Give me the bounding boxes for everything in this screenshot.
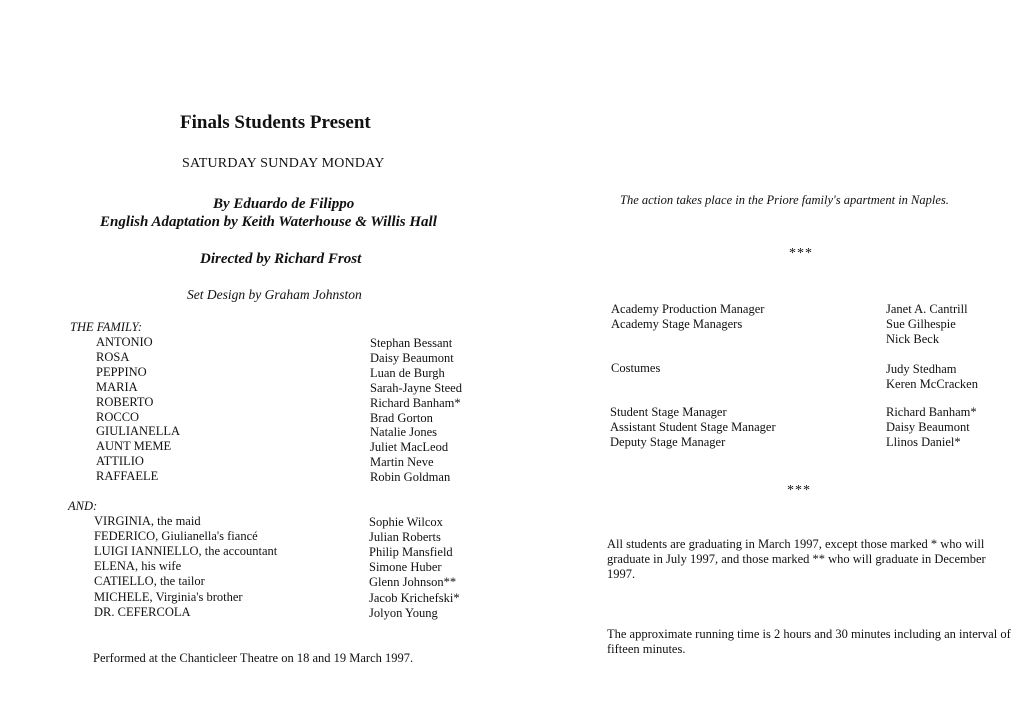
family-cast-actor: Stephan Bessant xyxy=(370,336,453,350)
other-cast-role: LUIGI IANNIELLO, the accountant xyxy=(94,544,278,559)
crew-role-production-manager: Academy Production Manager xyxy=(611,302,765,316)
crew-role-stage-managers: Academy Stage Managers xyxy=(611,317,743,331)
setting-note: The action takes place in the Priore family's apartment in Naples. xyxy=(620,193,949,207)
crew-role-deputy-stage-manager: Deputy Stage Manager xyxy=(610,435,726,449)
other-cast-actor: Julian Roberts xyxy=(369,530,441,545)
other-cast-role: FEDERICO, Giulianella's fiancé xyxy=(94,529,258,544)
separator-1: *** xyxy=(789,246,813,261)
other-cast-role: VIRGINIA, the maid xyxy=(94,514,201,528)
other-cast-actor: Philip Mansfield xyxy=(369,545,453,560)
family-cast-actor: Sarah-Jayne Steed xyxy=(370,380,462,395)
program-heading: Finals Students Present xyxy=(180,112,371,133)
author-line: By Eduardo de Filippo xyxy=(213,196,355,212)
crew-name: Richard Banham* xyxy=(886,405,977,419)
separator-2: *** xyxy=(787,483,811,498)
crew-name: Daisy Beaumont xyxy=(886,420,970,434)
set-design-line: Set Design by Graham Johnston xyxy=(187,287,362,302)
graduation-note: All students are graduating in March 1997, except those marked * who will graduate in July 1997, and those marked ** who will graduate in December 1997. xyxy=(607,537,986,581)
running-time-note: The approximate running time is 2 hours and 30 minutes including an interval of fifteen minutes. xyxy=(607,627,1011,656)
director-line: Directed by Richard Frost xyxy=(200,251,362,267)
family-cast-role: RAFFAELE xyxy=(96,469,159,484)
family-cast-actor: Natalie Jones xyxy=(370,425,437,440)
right-page xyxy=(512,0,1024,721)
family-cast-role: GIULIANELLA xyxy=(96,424,181,439)
family-cast-actor: Martin Neve xyxy=(370,455,434,470)
family-label: THE FAMILY: xyxy=(70,320,142,334)
crew-role-student-stage-manager: Student Stage Manager xyxy=(610,405,727,419)
family-cast-actor: Richard Banham* xyxy=(370,395,461,410)
performance-note: Performed at the Chanticleer Theatre on 18 and 19 March 1997. xyxy=(93,651,414,665)
family-cast-actor: Robin Goldman xyxy=(370,470,451,485)
other-cast-actor: Glenn Johnson** xyxy=(369,575,457,590)
family-cast-role: AUNT MEME xyxy=(96,439,172,454)
other-cast-actor: Sophie Wilcox xyxy=(369,515,443,529)
play-title: SATURDAY SUNDAY MONDAY xyxy=(182,156,385,171)
crew-role-assistant-student-stage-manager: Assistant Student Stage Manager xyxy=(610,420,776,434)
crew-name: Sue Gilhespie xyxy=(886,317,956,331)
family-cast-role: MARIA xyxy=(96,379,138,394)
family-cast-actor: Luan de Burgh xyxy=(370,365,445,380)
other-cast-role: ELENA, his wife xyxy=(94,559,182,574)
and-label: AND: xyxy=(68,499,98,513)
crew-name: Janet A. Cantrill xyxy=(886,302,968,316)
family-cast-role: ROCCO xyxy=(96,409,140,424)
other-cast-role: CATIELLO, the tailor xyxy=(94,574,205,589)
crew-role-costumes: Costumes xyxy=(611,361,661,375)
family-cast-role: ROBERTO xyxy=(96,394,154,409)
family-cast-actor: Juliet MacLeod xyxy=(370,440,449,455)
family-cast-role: PEPPINO xyxy=(96,364,147,379)
family-cast-role: ANTONIO xyxy=(96,335,153,349)
crew-name: Judy Stedham xyxy=(886,362,957,376)
other-cast-actor: Jolyon Young xyxy=(369,605,438,620)
other-cast-role: MICHELE, Virginia's brother xyxy=(94,589,243,604)
other-cast-actor: Simone Huber xyxy=(369,560,442,575)
other-cast-actor: Jacob Krichefski* xyxy=(369,590,460,605)
crew-name: Keren McCracken xyxy=(886,377,978,391)
adaptation-line: English Adaptation by Keith Waterhouse & Willis Hall xyxy=(100,214,437,230)
crew-name: Llinos Daniel* xyxy=(886,435,961,449)
family-cast-role: ROSA xyxy=(96,349,130,364)
family-cast-role: ATTILIO xyxy=(96,454,144,469)
other-cast-role: DR. CEFERCOLA xyxy=(94,604,191,619)
crew-name: Nick Beck xyxy=(886,332,940,346)
family-cast-actor: Daisy Beaumont xyxy=(370,350,454,365)
family-cast-actor: Brad Gorton xyxy=(370,410,433,425)
